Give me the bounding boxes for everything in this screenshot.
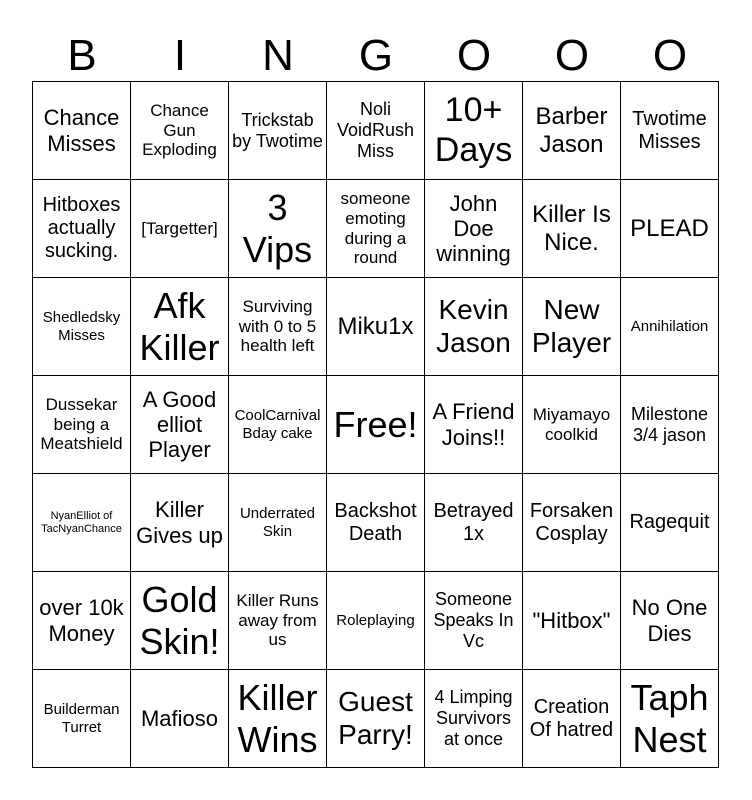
bingo-cell[interactable]: Trickstab by Twotime: [229, 82, 327, 180]
bingo-cell[interactable]: someone emoting during a round: [327, 180, 425, 278]
bingo-cell[interactable]: Gold Skin!: [131, 572, 229, 670]
bingo-cell[interactable]: Guest Parry!: [327, 670, 425, 768]
bingo-cell[interactable]: Miku1x: [327, 278, 425, 376]
bingo-cell[interactable]: Killer Wins: [229, 670, 327, 768]
bingo-cell[interactable]: Mafioso: [131, 670, 229, 768]
header-letter-b: B: [67, 31, 97, 80]
bingo-cell[interactable]: New Player: [523, 278, 621, 376]
bingo-cell[interactable]: John Doe winning: [425, 180, 523, 278]
header-letter-n: N: [262, 31, 294, 80]
bingo-cell[interactable]: Taph Nest: [621, 670, 719, 768]
bingo-cell[interactable]: over 10k Money: [33, 572, 131, 670]
bingo-cell[interactable]: Dussekar being a Meatshield: [33, 376, 131, 474]
bingo-cell[interactable]: Kevin Jason: [425, 278, 523, 376]
bingo-cell[interactable]: Chance Gun Exploding: [131, 82, 229, 180]
header-letter-g: G: [358, 31, 394, 80]
bingo-cell[interactable]: PLEAD: [621, 180, 719, 278]
bingo-cell[interactable]: Milestone 3/4 jason: [621, 376, 719, 474]
bingo-cell[interactable]: Chance Misses: [33, 82, 131, 180]
bingo-cell[interactable]: Ragequit: [621, 474, 719, 572]
bingo-cell[interactable]: Backshot Death: [327, 474, 425, 572]
bingo-cell[interactable]: Miyamayo coolkid: [523, 376, 621, 474]
bingo-cell[interactable]: 3 Vips: [229, 180, 327, 278]
bingo-board: [32, 81, 719, 768]
bingo-cell[interactable]: Builderman Turret: [33, 670, 131, 768]
bingo-cell[interactable]: Underrated Skin: [229, 474, 327, 572]
header-letter-o1: O: [456, 31, 492, 80]
bingo-cell[interactable]: Free!: [327, 376, 425, 474]
bingo-cell[interactable]: Hitboxes actually sucking.: [33, 180, 131, 278]
bingo-cell[interactable]: Barber Jason: [523, 82, 621, 180]
header-letter-o3: O: [652, 31, 688, 80]
bingo-cell[interactable]: NyanElliot of TacNyanChance: [33, 474, 131, 572]
bingo-cell[interactable]: Annihilation: [621, 278, 719, 376]
bingo-cell[interactable]: Forsaken Cosplay: [523, 474, 621, 572]
bingo-cell[interactable]: 4 Limping Survivors at once: [425, 670, 523, 768]
bingo-cell[interactable]: [Targetter]: [131, 180, 229, 278]
bingo-cell[interactable]: 10+ Days: [425, 82, 523, 180]
bingo-cell[interactable]: CoolCarnival Bday cake: [229, 376, 327, 474]
bingo-cell[interactable]: Surviving with 0 to 5 health left: [229, 278, 327, 376]
bingo-cell[interactable]: Killer Gives up: [131, 474, 229, 572]
bingo-cell[interactable]: Twotime Misses: [621, 82, 719, 180]
bingo-cell[interactable]: No One Dies: [621, 572, 719, 670]
bingo-cell[interactable]: Shedledsky Misses: [33, 278, 131, 376]
bingo-cell[interactable]: Afk Killer: [131, 278, 229, 376]
bingo-cell[interactable]: Roleplaying: [327, 572, 425, 670]
bingo-cell[interactable]: Killer Runs away from us: [229, 572, 327, 670]
bingo-header: [33, 30, 719, 82]
header-letter-i: I: [173, 31, 187, 80]
bingo-cell[interactable]: "Hitbox": [523, 572, 621, 670]
bingo-cell[interactable]: A Good elliot Player: [131, 376, 229, 474]
bingo-cell[interactable]: Killer Is Nice.: [523, 180, 621, 278]
bingo-cell[interactable]: Creation Of hatred: [523, 670, 621, 768]
header-letter-o2: O: [554, 31, 590, 80]
bingo-cell[interactable]: Noli VoidRush Miss: [327, 82, 425, 180]
bingo-cell[interactable]: Someone Speaks In Vc: [425, 572, 523, 670]
bingo-cell[interactable]: A Friend Joins!!: [425, 376, 523, 474]
bingo-cell[interactable]: Betrayed 1x: [425, 474, 523, 572]
